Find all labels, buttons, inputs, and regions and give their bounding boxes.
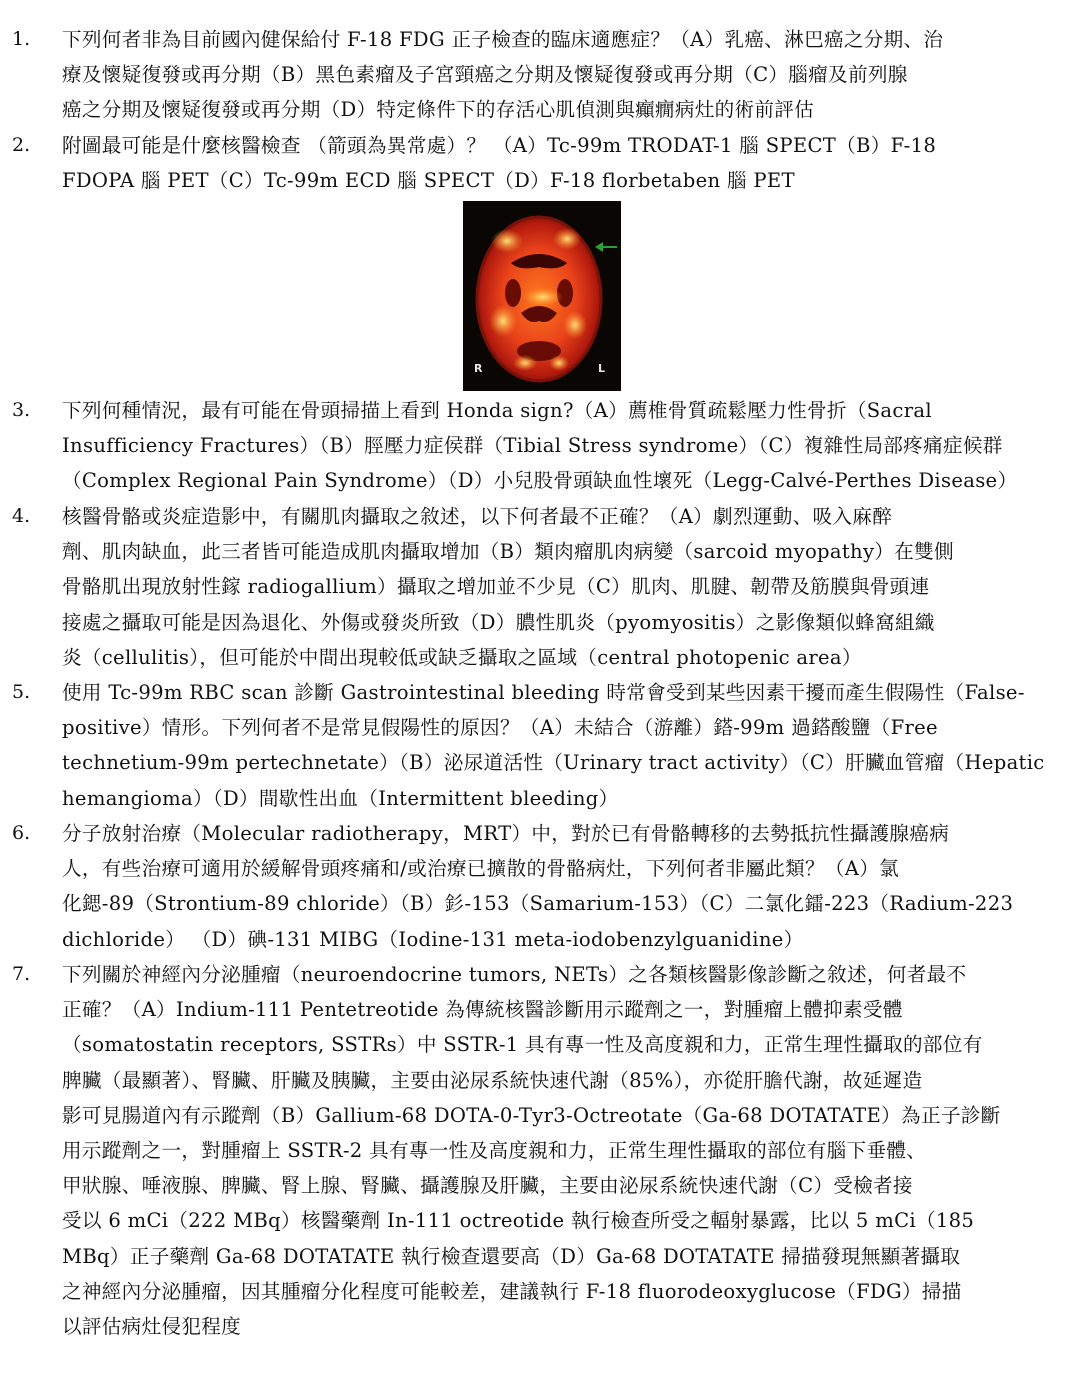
question-line: 骨骼肌出現放射性鎵 radiogallium）攝取之增加並不少見（C）肌肉、肌腱、韌帶及筋膜與骨頭連 [62, 575, 930, 599]
question-number: 5. [12, 681, 31, 703]
question-line: 化鍶-89（Strontium-89 chloride）（B）釤-153（Samarium-153）（C）二氯化鐳-223（Radium-223 [62, 892, 1014, 916]
question-line: 正確？（A）Indium-111 Pentetreotide 為傳統核醫診斷用示蹤劑之一，對腫瘤上體抑素受體 [62, 998, 903, 1022]
figure-label-right: R [474, 362, 483, 375]
question-line: （somatostatin receptors, SSTRs）中 SSTR-1 具有專一性及高度親和力，正常生理性攝取的部位有 [62, 1033, 983, 1057]
question-line: （Complex Regional Pain Syndrome）（D）小兒股骨頭缺血性壞死（Legg-Calvé-Perthes Disease） [62, 469, 1018, 493]
question-line: 核醫骨骼或炎症造影中，有關肌肉攝取之敘述，以下何者最不正確？（A）劇烈運動、吸入麻醉 [62, 505, 893, 528]
question-line: technetium-99m pertechnetate）（B）泌尿道活性（Urinary tract activity）（C）肝臟血管瘤（Hepatic [62, 751, 1045, 775]
question-line: 受以 6 mCi（222 MBq）核醫藥劑 In-111 octreotide 執行檢查所受之輻射暴露，比以 5 mCi（185 [62, 1209, 975, 1233]
question-line: 人，有些治療可適用於緩解骨頭疼痛和/或治療已擴散的骨骼病灶，下列何者非屬此類？（A）氯 [62, 857, 899, 881]
question-line: FDOPA 腦 PET（C）Tc-99m ECD 腦 SPECT（D）F-18 florbetaben 腦 PET [62, 169, 795, 193]
question-line: 使用 Tc-99m RBC scan 診斷 Gastrointestinal bleeding 時常會受到某些因素干擾而產生假陽性（False- [62, 681, 1025, 704]
question-line: 脾臟（最顯著）、腎臟、肝臟及胰臟，主要由泌尿系統快速代謝（85%），亦從肝膽代謝，故延遲造 [62, 1068, 923, 1092]
question-number: 1. [12, 28, 31, 50]
question-line: 之神經內分泌腫瘤，因其腫瘤分化程度可能較差，建議執行 F-18 fluorodeoxyglucose（FDG）掃描 [62, 1279, 962, 1303]
question-line: 療及懷疑復發或再分期（B）黑色素瘤及子宮頸癌之分期及懷疑復發或再分期（C）腦瘤及前列腺 [62, 63, 908, 87]
question-number: 7. [12, 963, 31, 985]
question-line: 甲狀腺、唾液腺、脾臟、腎上腺、腎臟、攝護腺及肝臟，主要由泌尿系統快速代謝（C）受檢者接 [62, 1174, 913, 1198]
question-line: 劑、肌肉缺血，此三者皆可能造成肌肉攝取增加（B）類肉瘤肌肉病變（sarcoid myopathy）在雙側 [62, 540, 954, 564]
question-text [62, 499, 1072, 675]
question-line: 下列何種情況，最有可能在骨頭掃描上看到 Honda sign?（A）薦椎骨質疏鬆壓力性骨折（Sacral [62, 399, 932, 422]
question-line: 癌之分期及懷疑復發或再分期（D）特定條件下的存活心肌偵測與癲癇病灶的術前評估 [62, 98, 815, 122]
question-text [62, 816, 1072, 957]
question-text [62, 22, 1072, 128]
question-line: MBq）正子藥劑 Ga-68 DOTATATE 執行檢查還要高（D）Ga-68 DOTATATE 掃描發現無顯著攝取 [62, 1244, 961, 1268]
question-line: hemangioma）（D）間歇性出血（Intermittent bleeding） [62, 786, 619, 810]
question-text [62, 128, 1072, 198]
brain-scan-figure [463, 201, 621, 391]
question-line: 以評估病灶侵犯程度 [62, 1315, 242, 1339]
question-text [62, 675, 1072, 816]
question-line: 影可見腸道內有示蹤劑（B）Gallium-68 DOTA-0-Tyr3-Octreotate（Ga-68 DOTATATE）為正子診斷 [62, 1103, 1001, 1127]
question-line: 接處之攝取可能是因為退化、外傷或發炎所致（D）膿性肌炎（pyomyositis）之影像類似蜂窩組織 [62, 610, 935, 634]
question-line: positive）情形。下列何者不是常見假陽性的原因？（A）未結合（游離）鎝-99m 過鎝酸鹽（Free [62, 716, 938, 740]
arrow-icon [595, 242, 617, 252]
question-line: 炎（cellulitis），但可能於中間出現較低或缺乏攝取之區域（central photopenic area） [62, 645, 862, 669]
question-line: 分子放射治療（Molecular radiotherapy，MRT）中，對於已有骨骼轉移的去勢抵抗性攝護腺癌病 [62, 822, 950, 845]
question-text [62, 957, 1072, 1344]
question-text [62, 393, 1072, 499]
question-line: 用示蹤劑之一，對腫瘤上 SSTR-2 具有專一性及高度親和力，正常生理性攝取的部位有腦下垂體、 [62, 1139, 927, 1163]
question-number: 2. [12, 134, 31, 156]
question-line: 下列何者非為目前國內健保給付 F-18 FDG 正子檢查的臨床適應症？（A）乳癌、淋巴癌之分期、治 [62, 28, 944, 51]
question-line: Insufficiency Fractures）（B）脛壓力症侯群（Tibial Stress syndrome）（C）複雜性局部疼痛症候群 [62, 434, 1003, 458]
question-line: 下列關於神經內分泌腫瘤（neuroendocrine tumors, NETs）之各類核醫影像診斷之敘述，何者最不 [62, 963, 967, 986]
question-number: 4. [12, 505, 31, 527]
question-number: 6. [12, 822, 31, 844]
figure-label-left: L [598, 362, 606, 375]
question-number: 3. [12, 399, 31, 421]
question-line: 附圖最可能是什麼核醫檢查 （箭頭為異常處）？ （A）Tc-99m TRODAT-1 腦 SPECT（B）F-18 [62, 134, 937, 157]
question-line: dichloride） （D）碘-131 MIBG（Iodine-131 meta-iodobenzylguanidine） [62, 927, 804, 951]
